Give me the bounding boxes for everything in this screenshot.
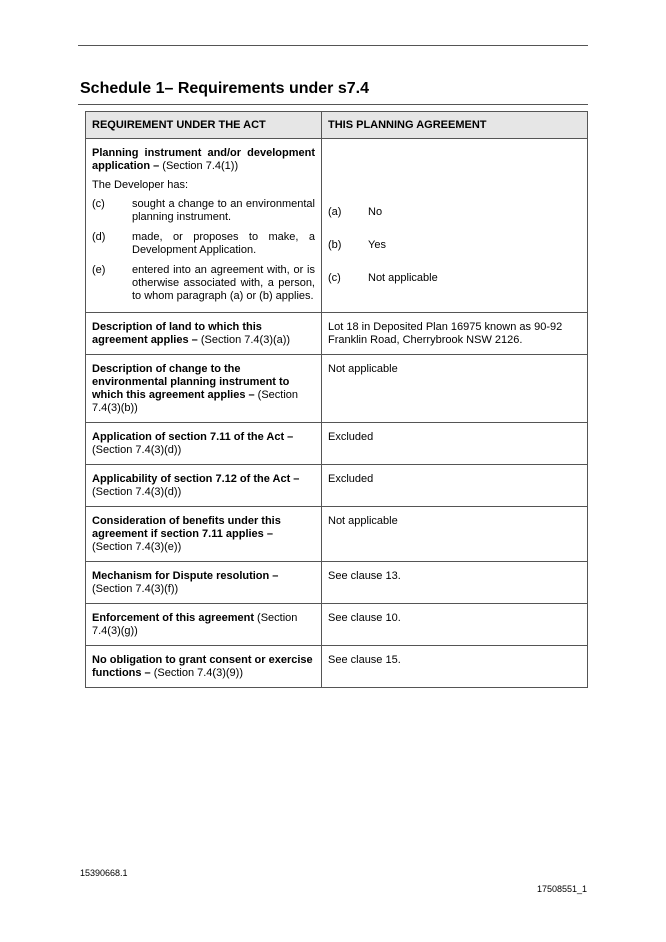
heading-rule [78,104,588,105]
requirements-table [85,111,588,688]
requirement-cell [86,604,322,646]
column-header-agreement: THIS PLANNING AGREEMENT [322,112,588,139]
agreement-cell: See clause 13. [322,562,588,604]
answer-label: (c) [328,272,341,284]
agreement-cell: Not applicable [322,507,588,562]
answer-text: Yes [368,239,386,251]
requirement-cell [86,313,322,355]
requirement-cell [86,562,322,604]
list-item [92,264,315,303]
answer-item [328,239,581,272]
item-text: entered into an agreement with, or is otherwise associated with, a person, to whom paragraph (a) or (b) applies. [132,264,315,302]
agreement-cell: See clause 15. [322,646,588,688]
requirement-reference: (Section 7.4(3)(g)) [92,612,298,637]
requirement-bold: No obligation to grant consent or exercise functions – [92,654,313,679]
requirement-cell [86,507,322,562]
list-item [92,231,315,257]
requirement-reference: (Section 7.4(3)(b)) [92,389,299,414]
table-row [86,313,588,355]
requirement-bold: Enforcement of this agreement [92,612,254,624]
table-row [86,465,588,507]
requirement-reference: (Section 7.4(1)) [159,160,239,172]
answer-text: No [368,206,383,218]
table-row [86,646,588,688]
answer-label: (a) [328,206,342,218]
table-row [86,562,588,604]
item-label: (e) [92,264,106,276]
table-row [86,139,588,313]
requirement-bold: Application of section 7.11 of the Act – [92,431,294,443]
agreement-cell: See clause 10. [322,604,588,646]
requirement-reference: (Section 7.4(3)(d)) [92,444,182,456]
item-text: made, or proposes to make, a Development Application. [132,231,315,256]
requirement-reference: (Section 7.4(3)(f)) [92,583,179,595]
requirement-cell [86,465,322,507]
requirement-text [92,147,315,173]
requirement-cell [86,139,322,313]
item-label: (c) [92,198,105,210]
requirement-reference: (Section 7.4(3)(e)) [92,541,182,553]
agreement-cell [322,139,588,313]
table-row [86,604,588,646]
table-row [86,507,588,562]
requirement-cell [86,355,322,423]
table-row [86,355,588,423]
requirement-reference: (Section 7.4(3)(9)) [150,667,243,679]
footer-document-number: 15390668.1 [80,868,128,878]
answer-label: (b) [328,239,342,251]
top-rule [78,45,588,46]
requirement-bold: Consideration of benefits under this agreement if section 7.11 applies – [92,515,281,540]
requirement-bold: Description of change to the environmental planning instrument to which this agreement applies – [92,363,290,401]
answer-item [328,272,581,305]
item-text: sought a change to an environmental planning instrument. [132,198,315,223]
table-header-row [86,112,588,139]
developer-intro: The Developer has: [92,179,188,191]
answer-text: Not applicable [368,272,438,284]
agreement-cell: Excluded [322,423,588,465]
list-item [92,198,315,224]
requirement-reference: (Section 7.4(3)(d)) [92,486,182,498]
requirement-cell [86,423,322,465]
answer-item [328,206,581,239]
agreement-cell: Excluded [322,465,588,507]
agreement-cell: Not applicable [322,355,588,423]
item-label: (d) [92,231,106,243]
requirement-bold: Applicability of section 7.12 of the Act – [92,473,300,485]
column-header-requirement: REQUIREMENT UNDER THE ACT [86,112,322,139]
requirement-bold: Planning instrument and/or development application – [92,147,315,172]
requirement-cell [86,646,322,688]
footer-reference-number: 17508551_1 [536,884,587,894]
agreement-cell: Lot 18 in Deposited Plan 16975 known as 90-92 Franklin Road, Cherrybrook NSW 2126. [322,313,588,355]
requirement-reference: (Section 7.4(3)(a)) [197,334,291,346]
requirement-bold: Description of land to which this agreement applies – [92,321,262,346]
requirement-bold: Mechanism for Dispute resolution – [92,570,279,582]
table-row [86,423,588,465]
page-title: Schedule 1– Requirements under s7.4 [80,80,369,97]
